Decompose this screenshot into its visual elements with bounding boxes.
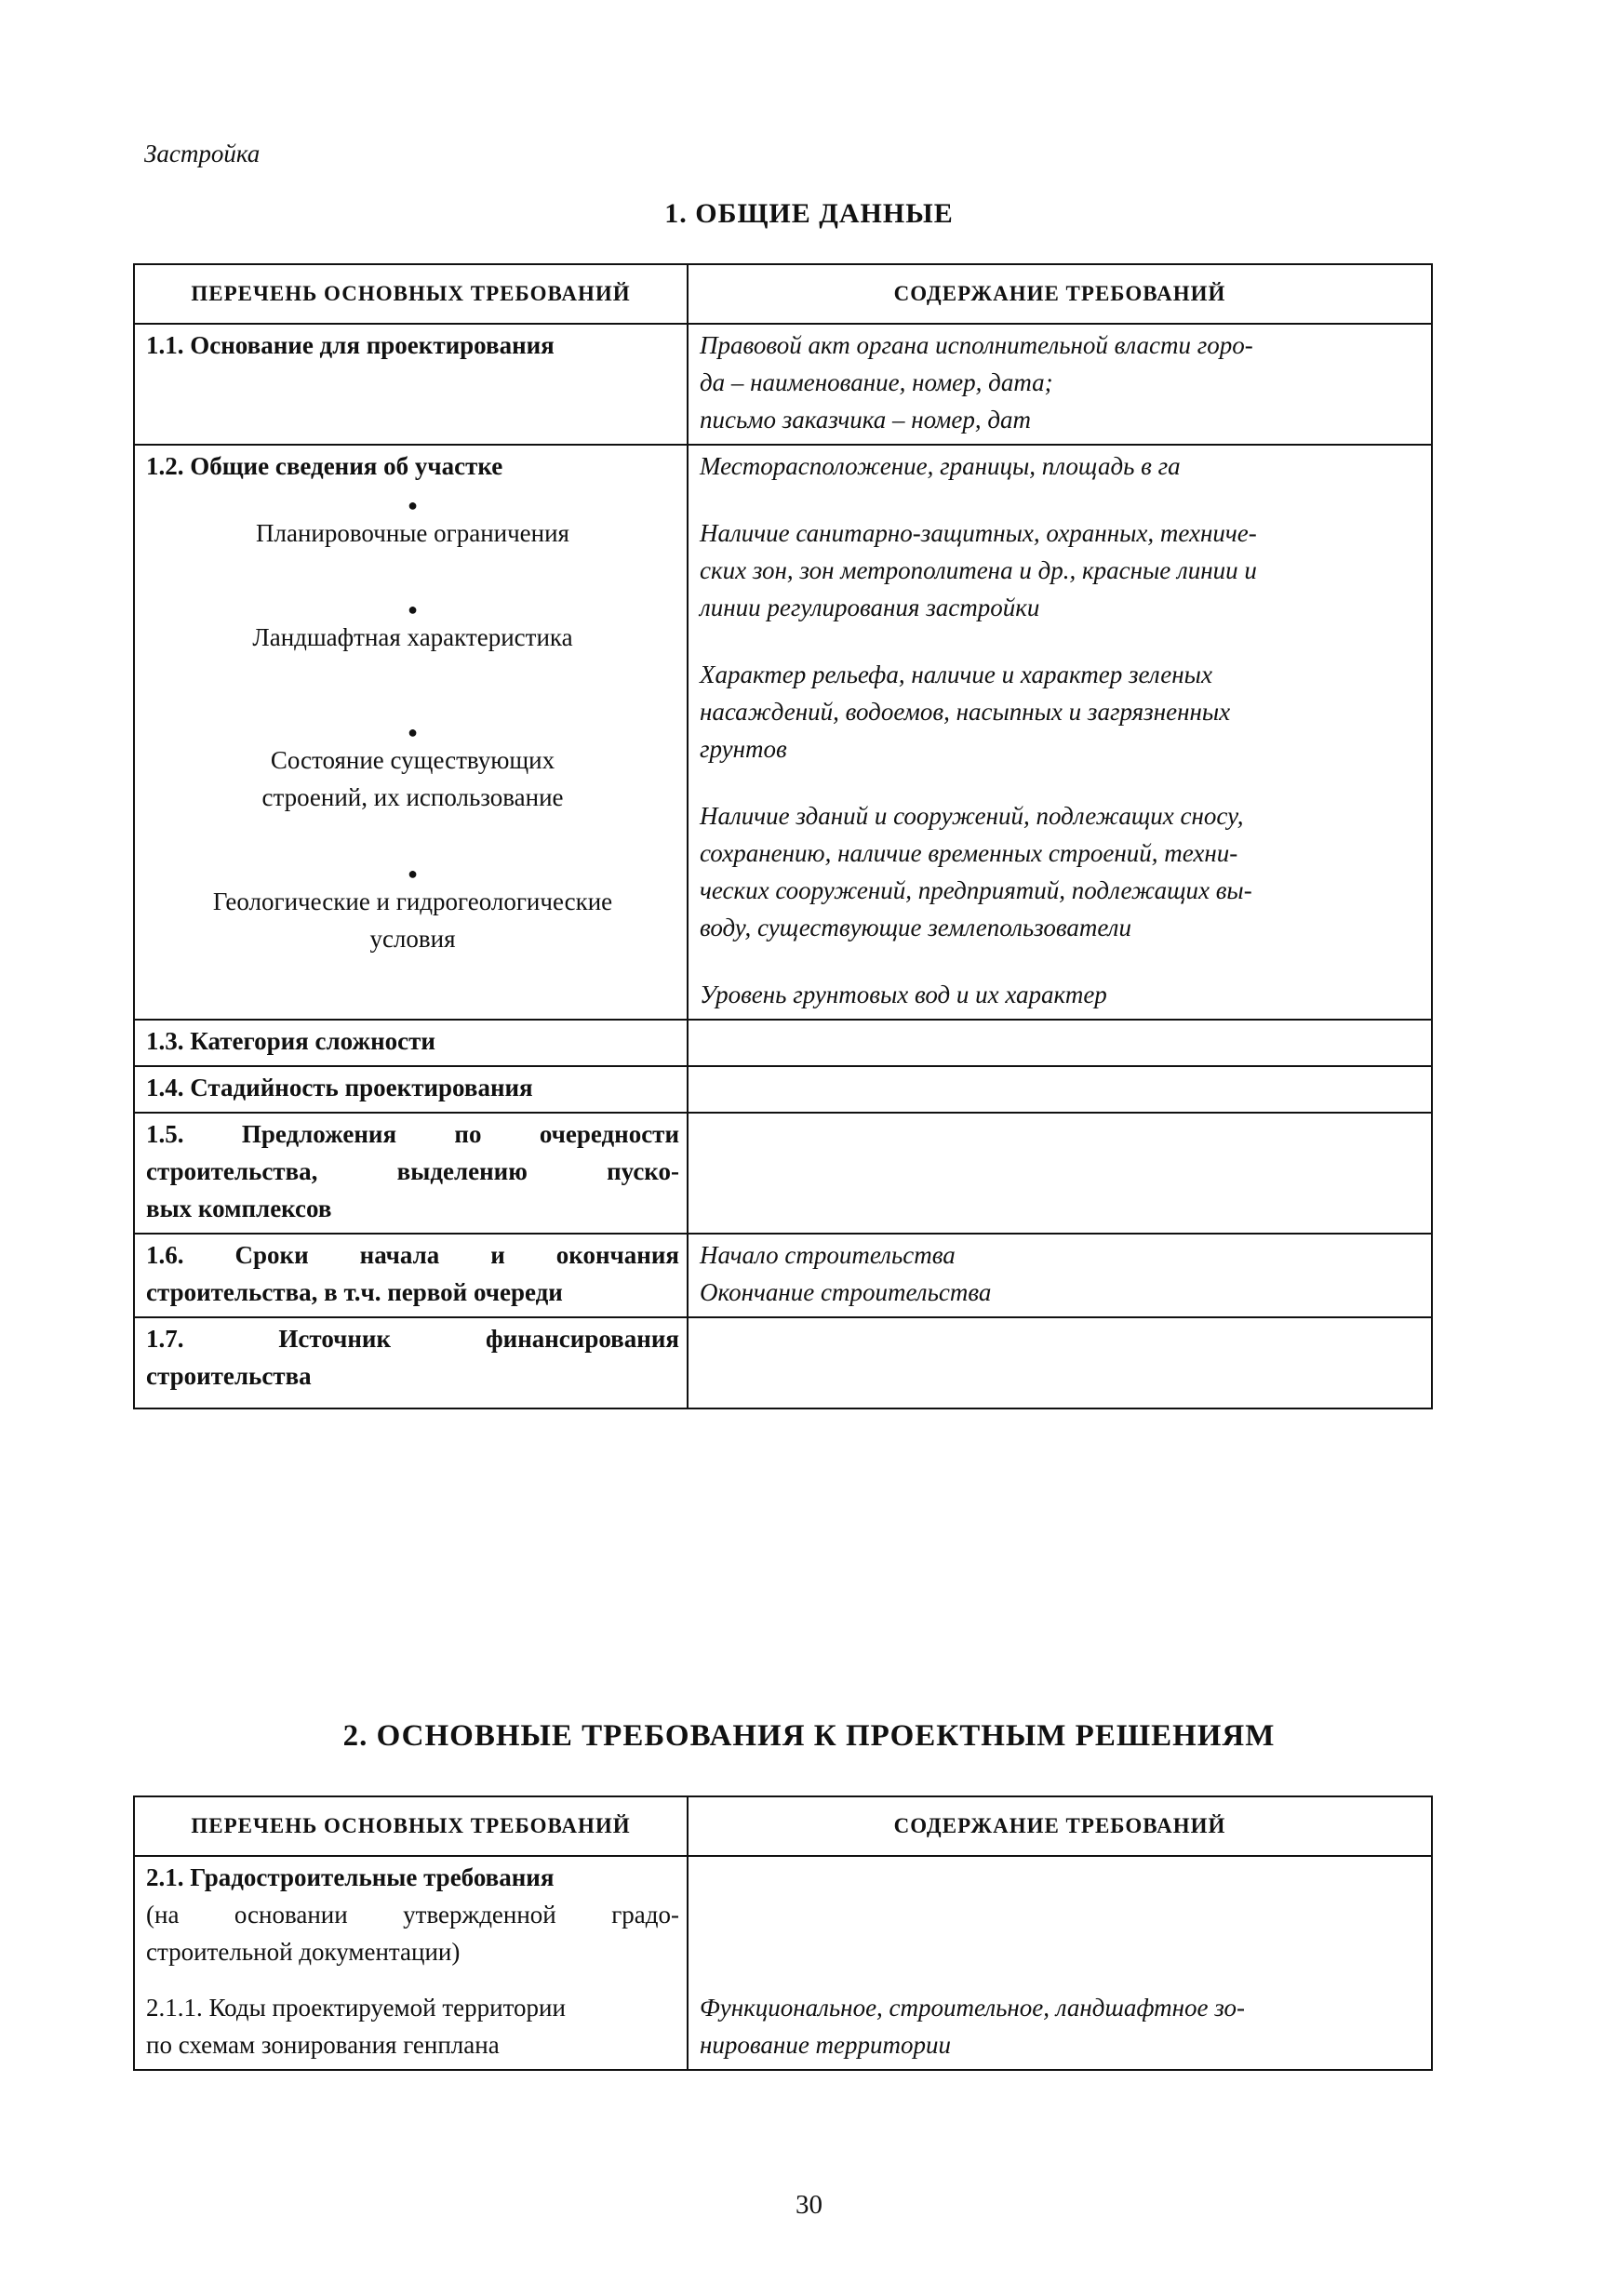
row-label: 1.1. Основание для проектирования	[134, 324, 688, 445]
table-row	[134, 324, 1432, 445]
table-row	[134, 1020, 1432, 1066]
row-content	[688, 1317, 1432, 1408]
table-row	[134, 445, 1432, 1020]
table-row	[134, 1317, 1432, 1408]
bullet-icon: ●	[408, 723, 418, 741]
table-row	[134, 1856, 1432, 2070]
row-label: 1.2. Общие сведения об участке ● Планировочные ограничения ● Ландшафтная характеристика ● Состояние существующих строений, их использование ● Геологические и гидрогеологические условия	[134, 445, 688, 1020]
bullet-icon: ●	[408, 864, 418, 883]
row-content	[688, 1113, 1432, 1234]
row-content: Начало строительства Окончание строительства	[688, 1234, 1432, 1317]
row-label: 1.7. Источник финансирования строительства	[134, 1317, 688, 1408]
column-header-requirements-content: СОДЕРЖАНИЕ ТРЕБОВАНИЙ	[688, 1796, 1432, 1856]
page-number: 30	[796, 2190, 822, 2220]
row-label: 1.6. Сроки начала и окончания строительства, в т.ч. первой очереди	[134, 1234, 688, 1317]
table-header-row	[134, 264, 1432, 324]
section-2-title: 2. ОСНОВНЫЕ ТРЕБОВАНИЯ К ПРОЕКТНЫМ РЕШЕНИЯМ	[342, 1719, 1276, 1753]
row-label: 1.4. Стадийность проектирования	[134, 1066, 688, 1113]
row-content: Функциональное, строительное, ландшафтное зо- нирование территории	[688, 1856, 1432, 2070]
bullet-icon: ●	[408, 496, 418, 514]
row-content: Правовой акт органа исполнительной власти горо- да – наименование, номер, дата; письмо заказчика – номер, дат	[688, 324, 1432, 445]
running-head: Застройка	[144, 140, 261, 167]
column-header-requirements-content: СОДЕРЖАНИЕ ТРЕБОВАНИЙ	[688, 264, 1432, 324]
table-row	[134, 1066, 1432, 1113]
row-label: 1.3. Категория сложности	[134, 1020, 688, 1066]
table-row	[134, 1234, 1432, 1317]
bullet-icon: ●	[408, 600, 418, 619]
design-requirements-table	[133, 1795, 1433, 2071]
column-header-requirements-list: ПЕРЕЧЕНЬ ОСНОВНЫХ ТРЕБОВАНИЙ	[134, 264, 688, 324]
row-label: 2.1. Градостроительные требования (на основании утвержденной градо- строительной документации) 2.1.1. Коды проектируемой территории по схемам зонирования генплана	[134, 1856, 688, 2070]
row-content	[688, 1066, 1432, 1113]
general-data-table	[133, 263, 1433, 1409]
row-label: 1.5. Предложения по очередности строительства, выделению пуско- вых комплексов	[134, 1113, 688, 1234]
table-header-row	[134, 1796, 1432, 1856]
section-1-title: 1. ОБЩИЕ ДАННЫЕ	[664, 198, 954, 229]
row-content: Месторасположение, границы, площадь в га Наличие санитарно-защитных, охранных, техниче- ских зон, зон метрополитена и др., красные линии и линии регулирования застройки Характер рельефа, наличие и характер зеленых насаждений, водоемов, насыпных и загрязненных грунтов Наличие зданий и сооружений, подлежащих сносу, сохранению, наличие временных строений, техни- ческих сооружений, предприятий, подлежащих вы- воду, существующие землепользователи Уровень грунтовых вод и их характер	[688, 445, 1432, 1020]
row-content	[688, 1020, 1432, 1066]
table-row	[134, 1113, 1432, 1234]
column-header-requirements-list: ПЕРЕЧЕНЬ ОСНОВНЫХ ТРЕБОВАНИЙ	[134, 1796, 688, 1856]
